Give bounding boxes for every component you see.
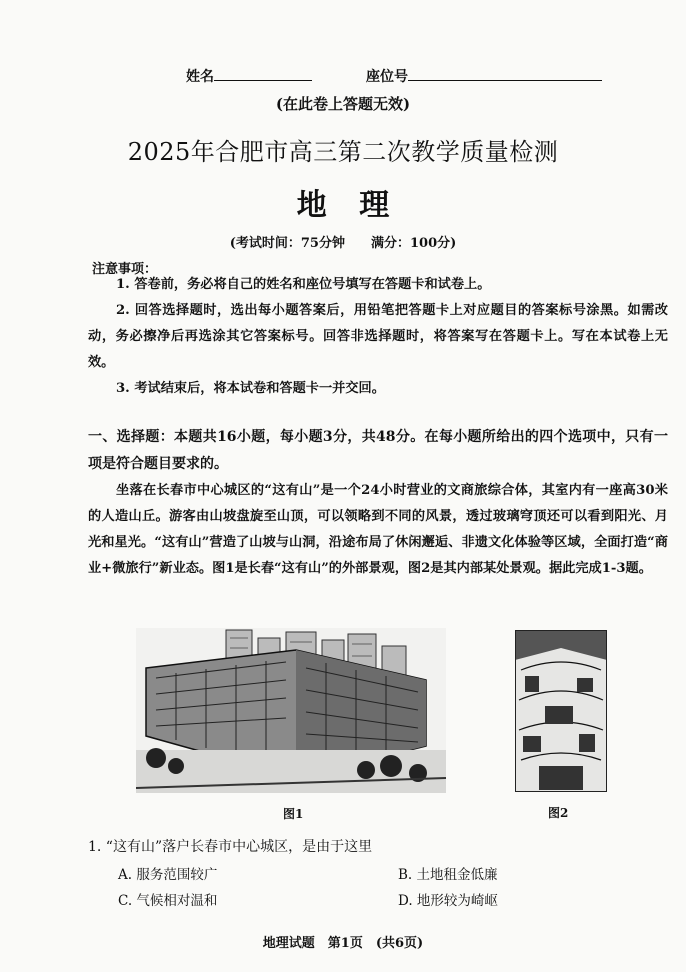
exam-time-info: (考试时间：75分钟 满分：100分): [229, 236, 457, 251]
seat-blank: [408, 66, 602, 81]
notice-item: 3. 考试结束后，将本试卷和答题卡一并交回。: [116, 381, 385, 396]
option-b[interactable]: B. 土地租金低廉: [398, 867, 498, 883]
notice-list: [88, 272, 668, 402]
option-d[interactable]: D. 地形较为崎岖: [398, 893, 498, 909]
notice-item: 2. 回答选择题时，选出每小题答案后，用铅笔把答题卡上对应题目的答案标号涂黑。如需改动，务必擦净后再选涂其它答案标号。回答非选择题时，将答案写在答题卡上。写在本试卷上无效。: [88, 303, 668, 370]
name-blank: [214, 66, 312, 81]
figure-2-image: [515, 630, 607, 792]
subject-title: 地 理: [296, 188, 390, 223]
option-a[interactable]: A. 服务范围较广: [118, 867, 218, 883]
no-answer-notice: (在此卷上答题无效): [275, 95, 411, 113]
figure-2: [515, 630, 607, 792]
section-heading: 一、选择题：本题共16小题，每小题3分，共48分。在每小题所给出的四个选项中，只有一项是符合题目要求的。: [88, 429, 668, 472]
notice-item: 1. 答卷前，务必将自己的姓名和座位号填写在答题卡和试卷上。: [116, 277, 491, 292]
seat-label: 座位号: [366, 69, 408, 85]
question-1-stem: 1. “这有山”落户长春市中心城区，是由于这里: [88, 839, 373, 855]
question-passage: 坐落在长春市中心城区的“这有山”是一个24小时营业的文商旅综合体，其室内有一座高30米的人造山丘。游客由山坡盘旋至山顶，可以领略到不同的风景，透过玻璃穹顶还可以看到阳光、月光和星光。“这有山”营造了山坡与山洞，沿途布局了休闲邂逅、非遗文化体验等区域，全面打造“商业+微旅行”新业态。图1是长春“这有山”的外部景观，图2是其内部某处景观。据此完成1-3题。: [88, 483, 668, 576]
notice-heading: 注意事项：: [92, 262, 158, 277]
option-c[interactable]: C. 气候相对温和: [118, 893, 218, 909]
figure-2-caption: 图2: [548, 806, 569, 820]
name-label: 姓名: [186, 69, 214, 85]
exam-title: 2025年合肥市高三第二次教学质量检测: [127, 138, 559, 166]
page-footer: 地理试题 第1页 (共6页): [262, 936, 424, 951]
figure-1-caption: 图1: [283, 807, 304, 821]
name-field: [186, 66, 312, 86]
figure-1: [136, 628, 446, 793]
seat-field: [366, 66, 602, 86]
figure-1-image: [136, 628, 446, 793]
